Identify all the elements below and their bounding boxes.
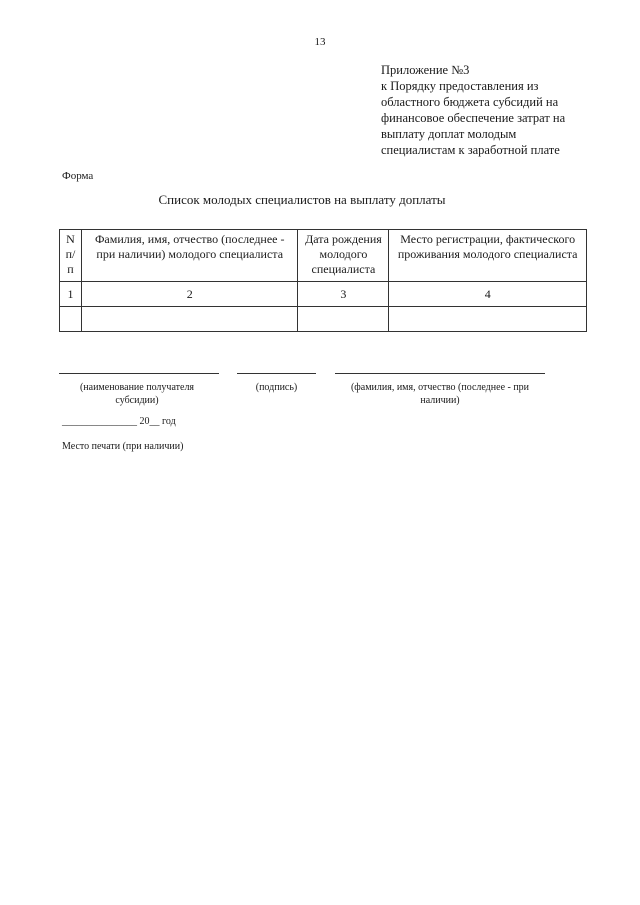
table-cell: 3 <box>298 282 389 307</box>
date-line: _______________ 20__ год <box>62 416 176 427</box>
table-cell: 1 <box>60 282 82 307</box>
table-row <box>60 307 587 332</box>
specialists-table <box>59 229 587 332</box>
column-number-row <box>60 282 587 307</box>
document-title: Список молодых специалистов на выплату доплаты <box>158 192 446 207</box>
fio-caption: (фамилия, имя, отчество (последнее - при наличии) <box>350 382 530 406</box>
appendix-block <box>381 62 611 158</box>
page-number: 13 <box>314 36 326 48</box>
stamp-place: Место печати (при наличии) <box>62 441 184 452</box>
recipient-line <box>59 373 219 374</box>
fio-line <box>335 373 545 374</box>
table-header-row <box>60 230 587 282</box>
appendix-line: финансовое обеспечение затрат на <box>381 111 566 125</box>
appendix-line: Приложение №3 <box>381 63 470 77</box>
header-birth-date: Дата рождения молодого специалиста <box>298 230 389 282</box>
recipient-caption: (наименование получателя субсидии) <box>79 382 195 406</box>
table-cell <box>389 307 587 332</box>
table-cell: 4 <box>389 282 587 307</box>
signature-caption: (подпись) <box>255 382 298 393</box>
appendix-line: к Порядку предоставления из <box>381 79 539 93</box>
table-cell <box>298 307 389 332</box>
header-fio: Фамилия, имя, отчество (последнее - при наличии) молодого специалиста <box>81 230 298 282</box>
header-number: N п/п <box>60 230 82 282</box>
appendix-line: выплату доплат молодым <box>381 127 517 141</box>
appendix-line: областного бюджета субсидий на <box>381 95 559 109</box>
form-label: Форма <box>62 170 94 182</box>
table-cell <box>60 307 82 332</box>
header-residence: Место регистрации, фактического проживания молодого специалиста <box>389 230 587 282</box>
signature-line <box>237 373 316 374</box>
table-cell <box>81 307 298 332</box>
table-cell: 2 <box>81 282 298 307</box>
appendix-line: специалистам к заработной плате <box>381 143 560 157</box>
